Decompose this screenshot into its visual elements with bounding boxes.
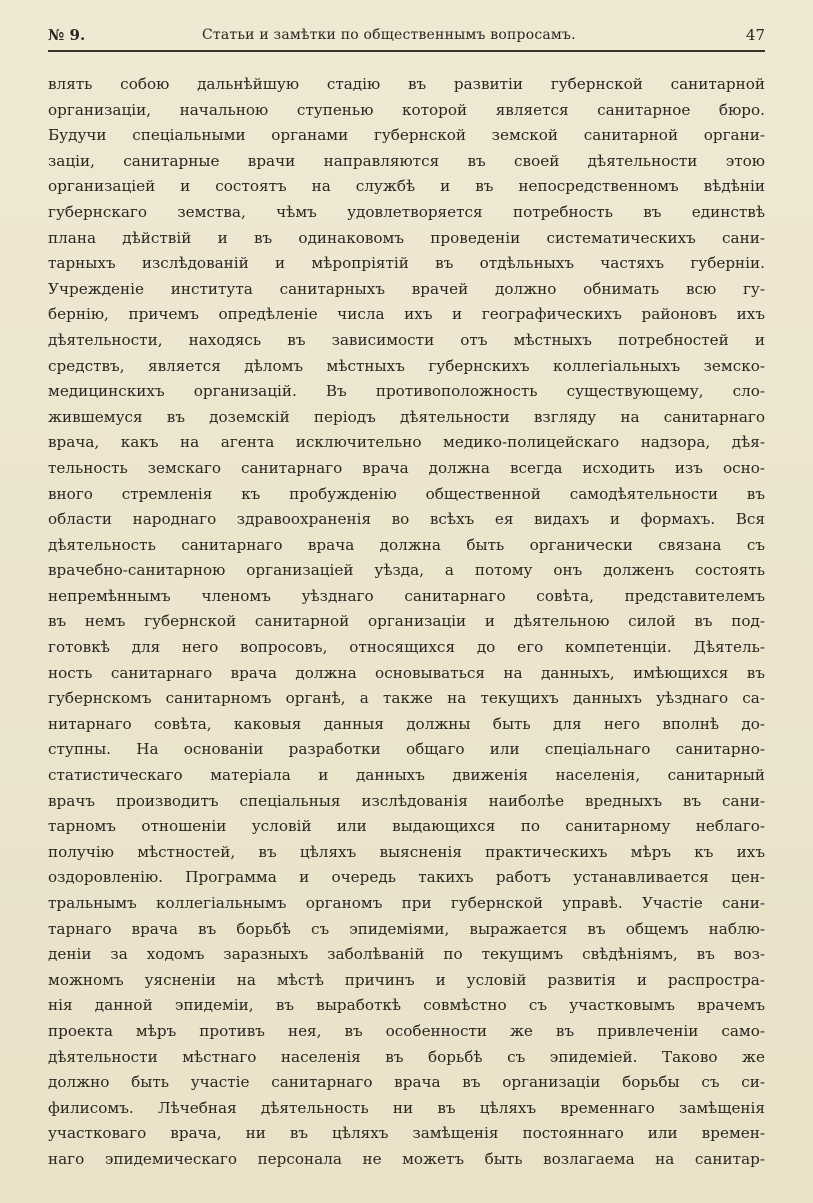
text-line: получію мѣстностей, въ цѣляхъ выясненія практическихъ мѣръ къ ихъ [48,842,765,861]
text-line: вного стремленія къ пробужденію общественной самодѣятельности въ [48,484,765,503]
issue-number: № 9. [48,26,86,44]
text-line: организаціи, начальною ступенью которой является санитарное бюро. [48,100,765,119]
text-line: филисомъ. Лѣчебная дѣятельность ни въ цѣляхъ временнаго замѣщенія [48,1098,765,1117]
text-line: тральнымъ коллегіальнымъ органомъ при губернской управѣ. Участіе сани- [48,894,765,912]
text-line: влять собою дальнѣйшую стадію въ развитіи губернской санитарной [48,75,765,93]
text-line: губернскомъ санитарномъ органѣ, а также на текущихъ данныхъ уѣзднаго са- [48,689,765,708]
text-line: организаціей и состоятъ на службѣ и въ непосредственномъ вѣдѣніи [48,177,765,196]
text-line: Учрежденіе института санитарныхъ врачей должно обнимать всю гу- [48,279,765,298]
text-line: въ немъ губернской санитарной организаціи и дѣятельною силой въ под- [48,612,765,631]
text-line: области народнаго здравоохраненія во всѣхъ ея видахъ и формахъ. Вся [48,510,765,529]
text-line: тарныхъ изслѣдованій и мѣропріятій въ отдѣльныхъ частяхъ губерніи. [48,254,765,273]
text-line: заціи, санитарные врачи направляются въ своей дѣятельности этою [48,151,765,170]
header-rule [48,50,765,52]
text-line: плана дѣйствій и въ одинаковомъ проведеніи систематическихъ сани- [48,228,765,247]
text-line: тельность земскаго санитарнаго врача должна всегда исходить изъ осно- [48,458,765,477]
text-line: статистическаго матеріала и данныхъ движенія населенія, санитарный [48,766,765,785]
text-line: медицинскихъ организацій. Въ противоположность существующему, сло- [48,382,765,401]
page-number: 47 [745,26,765,44]
text-line: средствъ, является дѣломъ мѣстныхъ губернскихъ коллегіальныхъ земско- [48,356,765,375]
text-line: бернію, причемъ опредѣленіе числа ихъ и географическихъ районовъ ихъ [48,305,765,324]
text-line: врача, какъ на агента исключительно медико-полицейскаго надзора, дѣя- [48,433,765,452]
text-line: жившемуся въ доземскій періодъ дѣятельности взгляду на санитарнаго [48,407,765,426]
text-line: тарнаго врача въ борьбѣ съ эпидеміями, выражается въ общемъ наблю- [48,919,765,938]
running-header [48,22,765,48]
text-line: готовкѣ для него вопросовъ, относящихся до его компетенціи. Дѣятель- [48,638,765,657]
text-line: должно быть участіе санитарнаго врача въ организаціи борьбы съ си- [48,1073,765,1092]
section-title: Статьи и замѣтки по общественнымъ вопросамъ. [202,27,576,43]
text-line: наго эпидемическаго персонала не можетъ быть возлагаема на санитар- [48,1149,765,1168]
text-line: дѣятельности мѣстнаго населенія въ борьбѣ съ эпидеміей. Таково же [48,1047,765,1066]
text-line: нія данной эпидеміи, въ выработкѣ совмѣстно съ участковымъ врачемъ [48,996,765,1015]
text-line: непремѣннымъ членомъ уѣзднаго санитарнаго совѣта, представителемъ [48,586,765,605]
body-text [48,72,765,1173]
text-line: дѣятельности, находясь въ зависимости отъ мѣстныхъ потребностей и [48,330,765,349]
text-line: губернскаго земства, чѣмъ удовлетворяется потребность въ единствѣ [48,202,765,221]
text-line: ступны. На основаніи разработки общаго или спеціальнаго санитарно- [48,740,765,759]
text-line: ность санитарнаго врача должна основываться на данныхъ, имѣющихся въ [48,663,765,682]
text-line: дѣятельность санитарнаго врача должна быть органически связана съ [48,535,765,554]
text-line: врачъ производитъ спеціальныя изслѣдованія наиболѣе вредныхъ въ сани- [48,791,765,810]
text-line: можномъ уясненіи на мѣстѣ причинъ и условій развитія и распростра- [48,970,765,989]
text-line: Будучи спеціальными органами губернской земской санитарной органи- [48,126,765,145]
text-line: деніи за ходомъ заразныхъ заболѣваній по текущимъ свѣдѣніямъ, въ воз- [48,945,765,964]
text-line: проекта мѣръ противъ нея, въ особенности же въ привлеченіи само- [48,1021,765,1040]
text-line: тарномъ отношеніи условій или выдающихся по санитарному неблаго- [48,817,765,836]
text-line: участковаго врача, ни въ цѣляхъ замѣщенія постояннаго или времен- [48,1124,765,1143]
text-line: врачебно-санитарною организаціей уѣзда, а потому онъ долженъ состоять [48,561,765,580]
text-line: нитарнаго совѣта, каковыя данныя должны быть для него вполнѣ до- [48,714,765,733]
text-line: оздоровленію. Программа и очередь такихъ работъ устанавливается цен- [48,868,765,887]
